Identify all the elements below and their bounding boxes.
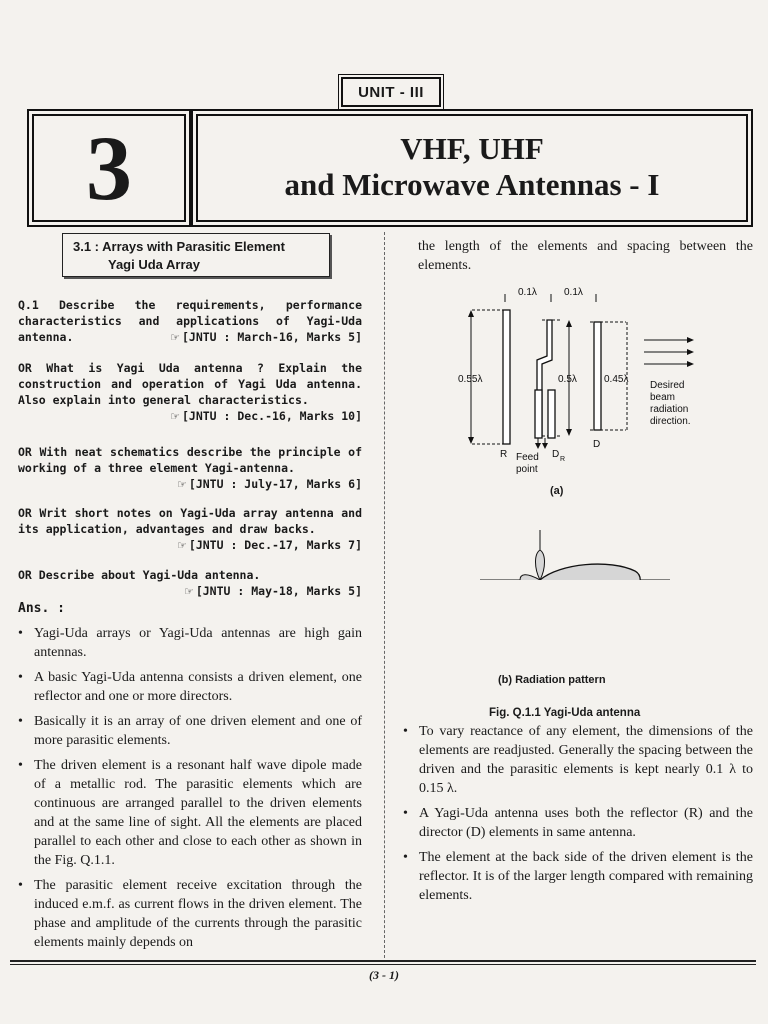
right-bullet-list [403,722,753,911]
bullet-icon: • [18,758,23,773]
question-text: OR With neat schematics describe the principle of working of a three element Yagi-antenna. [18,445,362,475]
page-number: (3 - 1) [369,968,399,982]
reflector-label: R [500,449,508,460]
list-item: • A Yagi-Uda antenna uses both the reflector (R) and the director (D) elements in same antenna. [403,806,753,840]
pointing-hand-icon: ☞ [177,539,187,552]
chapter-number: 3 [32,114,186,222]
bullet-icon: • [403,806,408,821]
question-reference: ☞ [JNTU : July-17, Marks 6] [177,477,362,491]
question-block [18,567,362,600]
chapter-title-line1: VHF, UHF [400,131,544,166]
question-reference: ☞ [JNTU : May-18, Marks 5] [183,584,362,598]
direction-label-2: beam [650,392,676,403]
spacing-label-2: 0.1λ [564,287,583,298]
pointing-hand-icon: ☞ [170,331,180,344]
direction-label-3: radiation [650,404,689,415]
side-lobe-top [536,550,545,580]
spacing-label-1: 0.1λ [518,287,537,298]
question-reference: ☞ [JNTU : Dec.-16, Marks 10] [170,409,362,423]
bullet-icon: • [403,850,408,865]
list-item: • The driven element is a resonant half wave dipole made of a metallic rod. The parasitic elements which are continuous are arranged parallel to the driven elements and at the same line of sight. All the elements are placed parallel to each other and close to each other as shown in the Fig. Q.1.1. [18,758,362,868]
driven-length-label: 0.5λ [558,374,577,385]
bullet-icon: • [18,714,23,729]
chapter-title [196,114,748,222]
list-item: • To vary reactance of any element, the dimensions of the elements are readjusted. Generally the spacing between the driven and the parasitic elements is kept nearly 0.1 λ to 0.15 λ. [403,724,753,796]
bullet-icon: • [403,724,408,739]
list-item: • The element at the back side of the driven element is the reflector. It is of the larger length compared with remaining elements. [403,850,753,903]
question-reference: ☞ [JNTU : March-16, Marks 5] [170,330,362,344]
direction-label-1: Desired [650,380,685,391]
driven-label-subscript: R [560,456,566,463]
question-reference: ☞ [JNTU : Dec.-17, Marks 7] [177,538,362,552]
answer-label: Ans. : [18,601,65,616]
director-element [594,322,601,430]
unit-label: UNIT - III [341,77,441,107]
feed-label: Feed [516,452,539,463]
question-block [18,360,362,425]
director-label: D [593,439,601,450]
pointing-hand-icon: ☞ [170,410,180,423]
list-item: • The parasitic element receive excitation through the induced e.m.f. as current flows in the driven element. The phase and amplitude of the currents through the parasitic elements mainly depends on [18,878,362,950]
bullet-icon: • [18,626,23,641]
question-text: OR What is Yagi Uda antenna ? Explain the construction and operation of Yagi Uda antenna. Also explain into general characteristics. [18,361,362,407]
question-block [18,297,362,346]
section-heading-line2: Yagi Uda Array [108,257,201,272]
column-divider [384,232,385,958]
section-heading-line1: 3.1 : Arrays with Parasitic Element [73,239,285,254]
footer-rule [10,960,756,962]
pointing-hand-icon: ☞ [177,478,187,491]
question-text: OR Writ short notes on Yagi-Uda array antenna and its application, advantages and draw backs. [18,506,362,536]
driven-label: D [552,449,560,460]
section-heading [62,233,330,277]
left-bullet-list [18,624,362,958]
chapter-title-line2: and Microwave Antennas - I [284,167,660,203]
question-block [18,444,362,493]
question-block [18,505,362,554]
back-lobe [520,575,540,580]
reflector-element [503,310,510,444]
right-intro-text: the length of the elements and spacing between the elements. [418,239,753,273]
reflector-length-label: 0.55λ [458,374,483,385]
footer-rule [10,964,756,965]
feed-point-label: point [516,464,538,475]
question-text: Q.1 Describe the requirements, performance characteristics and applications of Yagi-Uda antenna. [18,298,362,344]
figure-caption-a: (a) [550,485,564,497]
director-length-label: 0.45λ [604,374,629,385]
pointing-hand-icon: ☞ [183,585,194,598]
list-item: • Yagi-Uda arrays or Yagi-Uda antennas are high gain antennas. [18,626,362,660]
direction-label-4: direction. [650,416,691,427]
figure-caption-b: (b) Radiation pattern [498,674,606,686]
list-item: • Basically it is an array of one driven element and one of more parasitic elements. [18,714,362,748]
question-text: OR Describe about Yagi-Uda antenna. [18,568,261,582]
bullet-icon: • [18,670,23,685]
yagi-uda-figure [430,280,730,580]
figure-caption: Fig. Q.1.1 Yagi-Uda antenna [489,707,641,719]
list-item: • A basic Yagi-Uda antenna consists a driven element, one reflector and one or more directors. [18,670,362,704]
bullet-icon: • [18,878,23,893]
main-lobe [540,564,640,580]
